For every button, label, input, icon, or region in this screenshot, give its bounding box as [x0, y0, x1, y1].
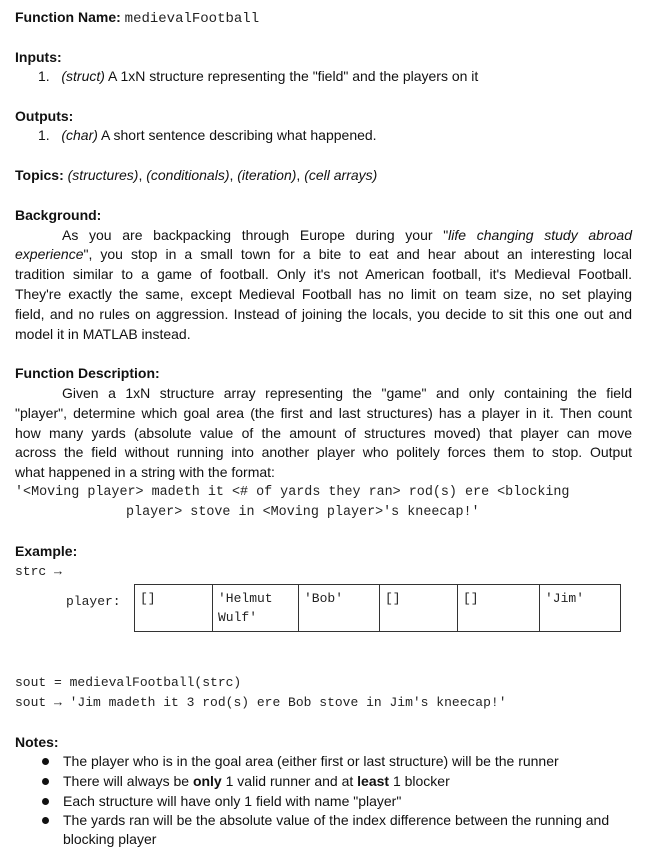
bullet-icon [42, 817, 49, 824]
background-line: tradition similar to a game of football. Only it's not American football, it's Medieval Football. [15, 266, 632, 282]
strc-label: strc → [15, 564, 62, 579]
field-cell: 'Bob' [299, 585, 380, 632]
background-line: As you are backpacking through Europe during your "life changing study abroad [62, 227, 632, 243]
bullet-icon [42, 798, 49, 805]
description-line: Given a 1xN structure array representing the "game" and only containing the field [62, 385, 632, 401]
struct-field-table [134, 584, 621, 632]
result-value: 'Jim madeth it 3 rod(s) ere Bob stove in Jim's kneecap!' [69, 695, 507, 710]
list-number: 1. [38, 127, 50, 143]
topic: (conditionals) [146, 167, 230, 183]
table-row [135, 585, 621, 632]
field-label: player: [66, 594, 121, 609]
field-cell: [] [380, 585, 458, 632]
note-item: The yards ran will be the absolute value of the index difference between the running and blocking player [63, 812, 610, 847]
description-heading: Function Description: [15, 365, 160, 381]
notes-heading: Notes: [15, 734, 59, 750]
input-item [38, 67, 478, 85]
input-type: (struct) [61, 68, 105, 84]
field-cell: [] [135, 585, 213, 632]
description-line: "player", determine which goal area (the first and last structures) has a player in it. Then count [15, 405, 632, 421]
background-line: experience", you stop in a small town for a bite to eat and hear about an interesting local [15, 246, 632, 262]
topics-line: Topics: (structures), (conditionals), (iteration), (cell arrays) [15, 167, 378, 183]
inputs-heading: Inputs: [15, 49, 62, 65]
topic: (cell arrays) [304, 167, 378, 183]
note-item: There will always be only 1 valid runner and at least 1 blocker [63, 773, 450, 789]
function-name-label: Function Name: [15, 9, 121, 25]
field-cell: 'Jim' [540, 585, 621, 632]
function-call: sout = medievalFootball(strc) [15, 675, 242, 690]
description-line: what happened in a string with the format: [15, 464, 275, 480]
format-string: player> stove in <Moving player>'s kneecap!' [126, 505, 480, 520]
function-name-line [15, 8, 259, 28]
function-name: medievalFootball [124, 11, 260, 27]
output-type: (char) [61, 127, 98, 143]
bullet-icon [42, 758, 49, 765]
list-number: 1. [38, 68, 50, 84]
background-heading: Background: [15, 207, 102, 223]
description-line: across the field without running into another player who politely forces them to stop. Output [15, 444, 632, 460]
background-line: They're exactly the same, except Medieval Football has no limit on team size, no set playing [15, 286, 632, 302]
format-string: '<Moving player> madeth it <# of yards they ran> rod(s) ere <blocking [15, 485, 570, 500]
output-item [38, 126, 377, 144]
field-cell: [] [458, 585, 540, 632]
topic: (iteration) [237, 167, 297, 183]
topics-heading: Topics: [15, 167, 64, 183]
note-item: Each structure will have only 1 field with name "player" [63, 793, 402, 809]
note-item: The player who is in the goal area (either first or last structure) will be the runner [63, 753, 559, 769]
input-text: A 1xN structure representing the "field" and the players on it [108, 68, 479, 84]
result-label: sout → [15, 695, 62, 710]
topic: (structures) [67, 167, 139, 183]
result-line [15, 694, 507, 712]
background-line: field, and no rules on aggression. Instead of joining the locals, you decide to sit this one out and [15, 306, 632, 322]
outputs-heading: Outputs: [15, 108, 74, 124]
example-heading: Example: [15, 543, 78, 559]
background-line: model it in MATLAB instead. [15, 326, 191, 342]
description-line: how many yards (absolute value of the amount of structures moved) that player can move [15, 425, 632, 441]
field-cell: 'Helmut Wulf' [213, 585, 299, 632]
bullet-icon [42, 778, 49, 785]
output-text: A short sentence describing what happened. [101, 127, 377, 143]
